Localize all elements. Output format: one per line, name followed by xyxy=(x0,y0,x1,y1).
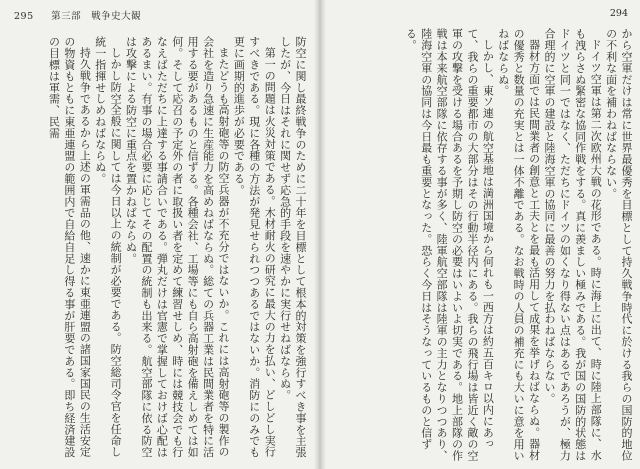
book-gutter xyxy=(314,0,326,469)
left-page-header xyxy=(14,8,141,22)
left-paragraph-3: またどうも高射砲等の防空兵器が不充分ではないか。これには高射砲等の製作の会社を造り急速に生産能力を高めねばならぬ。総ての兵器工業は民間業者を特に活用する要があるものと信ずる。各種会社、工場等にも自ら高射砲を備えしめては如何。そして応召の予定外の者に取扱い者を定めて練習せしめ、時には競技会でも行なえばただちに上達する事請合いである。弾丸だけは官憲で掌握しておけば心配はあるまい。有事の場合必要に応じてその配置の統制も出来る。航空部隊に依る防空は攻撃による防空に重点を置かねばならぬ。 xyxy=(124,36,230,458)
left-paragraph-4: しかし防空全般に関しては今日以上の統制が必要である。防空総司令官を任命し統一指揮せしめねばならぬ。 xyxy=(93,36,123,458)
left-page-number: 295 xyxy=(14,11,34,22)
right-page-number: 294 xyxy=(609,8,628,19)
running-header: 第三部 戦争史大観 xyxy=(51,11,142,22)
left-paragraph-2: 第一の問題は火災対策である。木材耐火の研究に最大の力を払い、どしどし実行すべきである。現に各種の方法が発見せられつつあるではないか。消防にのみでも更に画期的進歩が必要である。 xyxy=(232,36,277,458)
left-page-body xyxy=(8,36,308,468)
right-paragraph-3: 器材方面では民間業者の創意と工夫とを最も活用して成果を挙げねばならぬ。器材の優秀と数量の充実とは一体不離である。なお戦時の人員の補充にも大いに意を用いねばならぬ。 xyxy=(496,28,541,462)
right-paragraph-4: しかし、東ソ連の航空基地は満洲国境から何れも一西方は約五百キロ以内にあって、我らの重要都市の大部分はその行動半径内にある。我らの飛行場は皆近く敵の空軍の攻撃を受ける場合あるを予期し防空の必要はいよいよ切実である。地上部隊の作戦は本来航空部隊に依存する事が多く、陸軍航空部隊は陸軍の主力となりつつあり、陸海空軍の協同は今日最も重要となった。恐らく今日はそうなっているものと信ずる。 xyxy=(404,28,495,462)
left-page xyxy=(0,0,318,469)
left-paragraph-1: 防空に関し最終戦争のために二十年を目標として根本的対策を強行すべき事を主張したが、今日はそれに関せず応急的手段を速やかに実行せねばならぬ。 xyxy=(278,36,307,458)
right-page xyxy=(322,0,640,469)
left-paragraph-5: 持久戦争であるから上述の軍需品の他、速かに東亜連盟の諸国家国民の生活安定の物資もともに東亜連盟の範囲内で自給自足し得る事が肝要である。即ち経済建設の目標は軍需、民需 xyxy=(47,36,92,458)
right-page-body xyxy=(328,28,634,468)
right-paragraph-1: から空軍だけは常に世界最優秀を目標として持久戦争時代に於ける我らの国防的地位の不利な面を補わねばならない。 xyxy=(604,28,633,462)
right-paragraph-2: ドイツ空軍は第二次欧州大戦の花形である。時に海上に出て、時に陸上部隊に、水も洩らさぬ緊密な協同作戦をする。真に羨ましい極みである。我が国の国防的状態はドイツと同一ではなく、ただちにドイツの如くなり得ない点はあるであろうが、極力合理的に空軍の建設と陸海空軍の協同に最善の努力を払わねばならない。 xyxy=(542,28,603,462)
